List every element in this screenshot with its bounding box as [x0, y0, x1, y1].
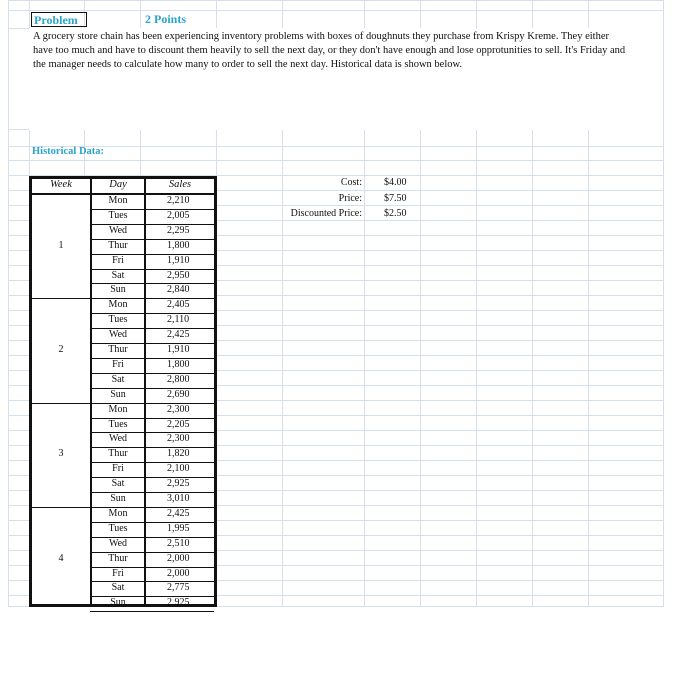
sales-cell[interactable]: 2,800 [167, 373, 190, 385]
sales-cell[interactable]: 2,950 [167, 269, 190, 281]
sales-cell[interactable]: 2,005 [167, 209, 190, 221]
sales-cell[interactable]: 1,995 [167, 522, 190, 534]
historical-sales-table [29, 176, 217, 607]
cost-value[interactable]: $4.00 [384, 177, 407, 188]
day-cell[interactable]: Mon [108, 299, 128, 311]
day-cell[interactable]: Tues [108, 418, 128, 430]
day-cell[interactable]: Sat [111, 269, 125, 281]
sales-cell[interactable]: 1,800 [167, 239, 190, 251]
sales-cell[interactable]: 2,295 [167, 224, 190, 236]
day-cell[interactable]: Fri [112, 254, 124, 266]
table-column-divider [90, 179, 92, 604]
day-cell[interactable]: Mon [108, 507, 128, 519]
day-cell[interactable]: Mon [108, 403, 128, 415]
discounted-price-value[interactable]: $2.50 [384, 208, 407, 219]
gridline-row [8, 0, 664, 1]
day-cell[interactable]: Sun [110, 597, 126, 609]
table-column-divider [144, 179, 146, 604]
historical-data-label[interactable]: Historical Data: [32, 146, 105, 157]
sales-cell[interactable]: 1,800 [167, 358, 190, 370]
day-cell[interactable]: Thur [108, 239, 128, 251]
problem-text-line-1: A grocery store chain has been experiencing inventory problems with boxes of doughnuts they purchase from Krispy Kreme. They either [33, 31, 609, 42]
day-cell[interactable]: Wed [108, 329, 128, 341]
day-cell[interactable]: Sun [110, 388, 126, 400]
sales-cell[interactable]: 2,925 [167, 478, 190, 490]
week-block-divider [32, 507, 90, 508]
price-value[interactable]: $7.50 [384, 193, 407, 204]
problem-text-line-3: the manager needs to calculate how many to order to sell the next day. Historical data is shown below. [33, 59, 463, 70]
sales-cell[interactable]: 2,205 [167, 418, 190, 430]
day-cell[interactable]: Tues [108, 314, 128, 326]
sales-cell[interactable]: 2,425 [167, 329, 190, 341]
sales-cell[interactable]: 2,300 [167, 403, 190, 415]
sales-cell[interactable]: 1,820 [167, 448, 190, 460]
week-number-cell[interactable]: 3 [58, 448, 64, 460]
day-cell[interactable]: Fri [112, 463, 124, 475]
sales-cell[interactable]: 2,000 [167, 552, 190, 564]
gridline-col [8, 0, 9, 606]
cost-label[interactable]: Cost: [340, 177, 362, 188]
sales-cell[interactable]: 2,775 [167, 582, 190, 594]
week-number-cell[interactable]: 4 [58, 552, 64, 564]
day-cell[interactable]: Wed [108, 433, 128, 445]
day-cell[interactable]: Sun [110, 284, 126, 296]
sales-cell[interactable]: 2,510 [167, 537, 190, 549]
gridline-row [8, 10, 664, 11]
week-column-header[interactable]: Week [50, 179, 72, 190]
day-cell[interactable]: Tues [108, 209, 128, 221]
sales-cell[interactable]: 2,100 [167, 463, 190, 475]
week-number-cell[interactable]: 1 [58, 239, 64, 251]
day-cell[interactable]: Thur [108, 344, 128, 355]
gridline-col [663, 0, 664, 606]
day-cell[interactable]: Sat [111, 582, 125, 594]
week-number-cell[interactable]: 2 [58, 344, 64, 355]
day-cell[interactable]: Thur [108, 448, 128, 460]
week-block-divider [32, 403, 90, 404]
day-cell[interactable]: Sat [111, 478, 125, 490]
day-column-header[interactable]: Day [109, 179, 127, 190]
gridline-row [8, 160, 664, 161]
sales-cell[interactable]: 2,110 [167, 314, 190, 326]
day-cell[interactable]: Fri [112, 567, 124, 579]
sales-cell[interactable]: 1,910 [167, 344, 190, 355]
day-cell[interactable]: Wed [108, 537, 128, 549]
day-cell[interactable]: Fri [112, 358, 124, 370]
problem-text-line-2: have too much and have to discount them heavily to sell the next day, or they don't have enough and lose opprotunities to sell. It's Friday and [33, 45, 626, 56]
day-cell[interactable]: Wed [108, 224, 128, 236]
sales-cell[interactable]: 3,010 [167, 493, 190, 504]
discounted-price-label[interactable]: Discounted Price: [290, 208, 362, 219]
table-row-divider [90, 611, 214, 612]
sales-cell[interactable]: 2,840 [167, 284, 190, 296]
sales-cell[interactable]: 2,925 [167, 597, 190, 609]
day-cell[interactable]: Sun [110, 493, 126, 504]
day-cell[interactable]: Sat [111, 373, 125, 385]
day-cell[interactable]: Thur [108, 552, 128, 564]
sales-cell[interactable]: 2,425 [167, 507, 190, 519]
gridline-row [8, 146, 664, 147]
problem-label-cell[interactable]: Problem [31, 12, 87, 27]
sales-cell[interactable]: 2,405 [167, 299, 190, 311]
sales-cell[interactable]: 2,300 [167, 433, 190, 445]
day-cell[interactable]: Tues [108, 522, 128, 534]
points-label-cell[interactable]: 2 Points [145, 12, 187, 26]
sales-cell[interactable]: 1,910 [167, 254, 190, 266]
sales-cell[interactable]: 2,000 [167, 567, 190, 579]
day-cell[interactable]: Mon [108, 195, 128, 206]
price-label[interactable]: Price: [338, 193, 362, 204]
week-block-divider [32, 298, 90, 299]
sales-column-header[interactable]: Sales [168, 179, 192, 190]
sales-cell[interactable]: 2,690 [167, 388, 190, 400]
sales-cell[interactable]: 2,210 [167, 195, 190, 206]
